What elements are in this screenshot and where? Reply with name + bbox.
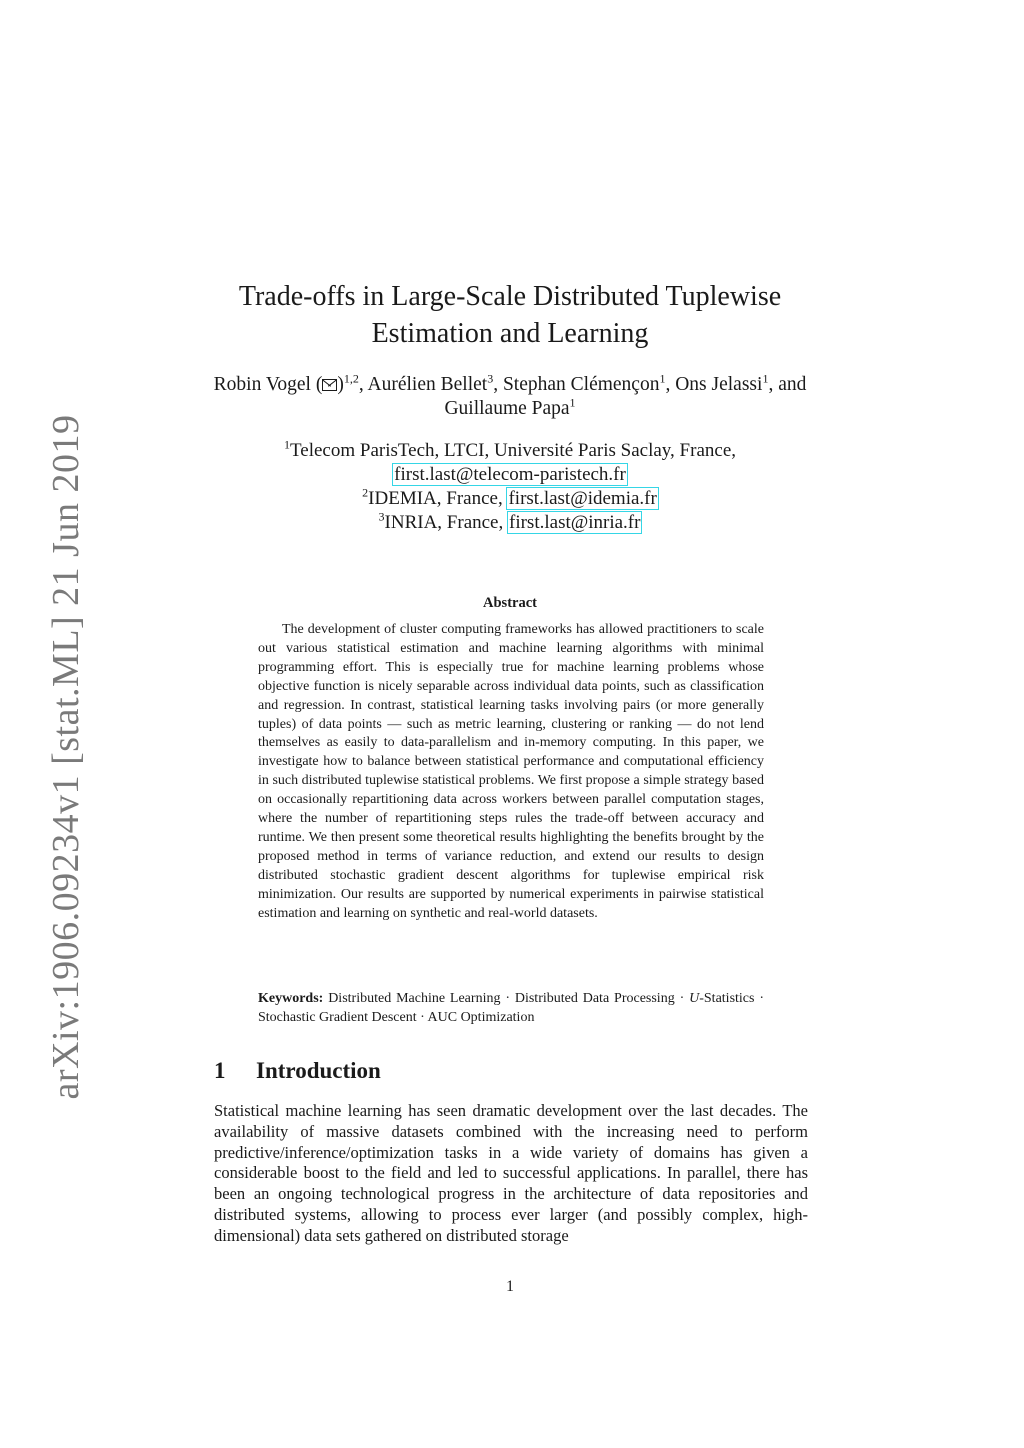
title-line-2: Estimation and Learning (371, 318, 649, 349)
affiliation-2-sup: 2 (362, 485, 369, 500)
affiliation-3 (180, 511, 840, 535)
abstract-heading: Abstract (483, 595, 537, 611)
affiliation-1-sup: 1 (284, 437, 290, 452)
affiliation-2-text: IDEMIA, France, (368, 488, 508, 509)
page-number: 1 (506, 1278, 514, 1295)
author-vogel-sup: 1,2 (343, 371, 359, 386)
section-title: Introduction (256, 1058, 381, 1083)
author-clemencon-sup: 1 (659, 371, 666, 386)
keywords-part-1: Distributed Machine Learning · Distributed Data Processing · (323, 991, 690, 1006)
author-list (180, 373, 840, 421)
author-bellet: , Aurélien Bellet (358, 374, 488, 395)
keywords-label: Keywords: (258, 991, 324, 1006)
section-heading-introduction (214, 1056, 381, 1086)
author-jelassi: , Ons Jelassi (665, 374, 763, 395)
author-vogel-close: ) (337, 374, 344, 395)
email-link-inria[interactable]: first.last@inria.fr (509, 512, 641, 533)
affiliation-1 (180, 439, 840, 463)
arxiv-stamp: arXiv:1906.09234v1 [stat.ML] 21 Jun 2019 (45, 414, 87, 1100)
author-vogel: Robin Vogel ( (213, 374, 323, 395)
affiliation-3-sup: 3 (378, 509, 385, 524)
affiliation-1-text: Telecom ParisTech, LTCI, Université Paris Saclay, France, (290, 440, 736, 461)
keywords (258, 990, 764, 1028)
abstract-body: The development of cluster computing frameworks has allowed practitioners to scale out various statistical estimation and machine learning algorithms with minimal programming effort. This is especially true for machine learning problems whose objective function is nicely separable across individual data points, such as classification and regression. In contrast, statistical learning tasks involving pairs (or more generally tuples) of data points — such as metric learning, clustering or ranking — do not lend themselves as easily to data-parallelism and in-memory computing. In this paper, we investigate how to balance between statistical performance and computational efficiency in such distributed tuplewise statistical problems. We first propose a simple strategy based on occasionally repartitioning data across workers between parallel computation stages, where the number of repartitioning steps rules the trade-off between accuracy and runtime. We then present some theoretical results highlighting the benefits brought by the proposed method in terms of variance reduction, and extend our results to design distributed stochastic gradient descent algorithms for tuplewise empirical risk minimization. Our results are supported by numerical experiments in pairwise statistical estimation and learning on synthetic and real-world datasets. (258, 622, 764, 921)
author-papa: , and Guillaume Papa (444, 374, 807, 419)
email-link-telecom[interactable]: first.last@telecom-paristech.fr (394, 464, 626, 485)
author-papa-sup: 1 (569, 395, 576, 410)
author-jelassi-sup: 1 (762, 371, 769, 386)
email-link-idemia[interactable]: first.last@idemia.fr (508, 488, 657, 509)
introduction-body: Statistical machine learning has seen dramatic development over the last decades. The availability of massive datasets combined with the increasing need to perform predictive/inference/optimization tasks in a wide variety of domains has given a considerable boost to the field and led to successful applications. In parallel, there has been an ongoing technological progress in the architecture of data repositories and distributed systems, allowing to process ever larger (and possibly complex, high-dimensional) data sets gathered on distributed storage (214, 1101, 808, 1245)
keywords-part-2: -Statistics · Stochastic Gradient Descent · AUC Optimization (258, 991, 764, 1025)
envelope-icon (322, 379, 337, 391)
keywords-u-symbol: U (689, 991, 700, 1006)
affiliation-3-text: INRIA, France, (384, 512, 508, 533)
paper-title (170, 278, 850, 352)
author-bellet-sup: 3 (487, 371, 494, 386)
author-clemencon: , Stephan Clémençon (493, 374, 660, 395)
title-line-1: Trade-offs in Large-Scale Distributed Tuplewise (238, 281, 782, 312)
section-number: 1 (214, 1058, 226, 1083)
affiliation-1-email-line (180, 463, 840, 487)
affiliation-list (180, 439, 840, 535)
affiliation-2 (180, 487, 840, 511)
